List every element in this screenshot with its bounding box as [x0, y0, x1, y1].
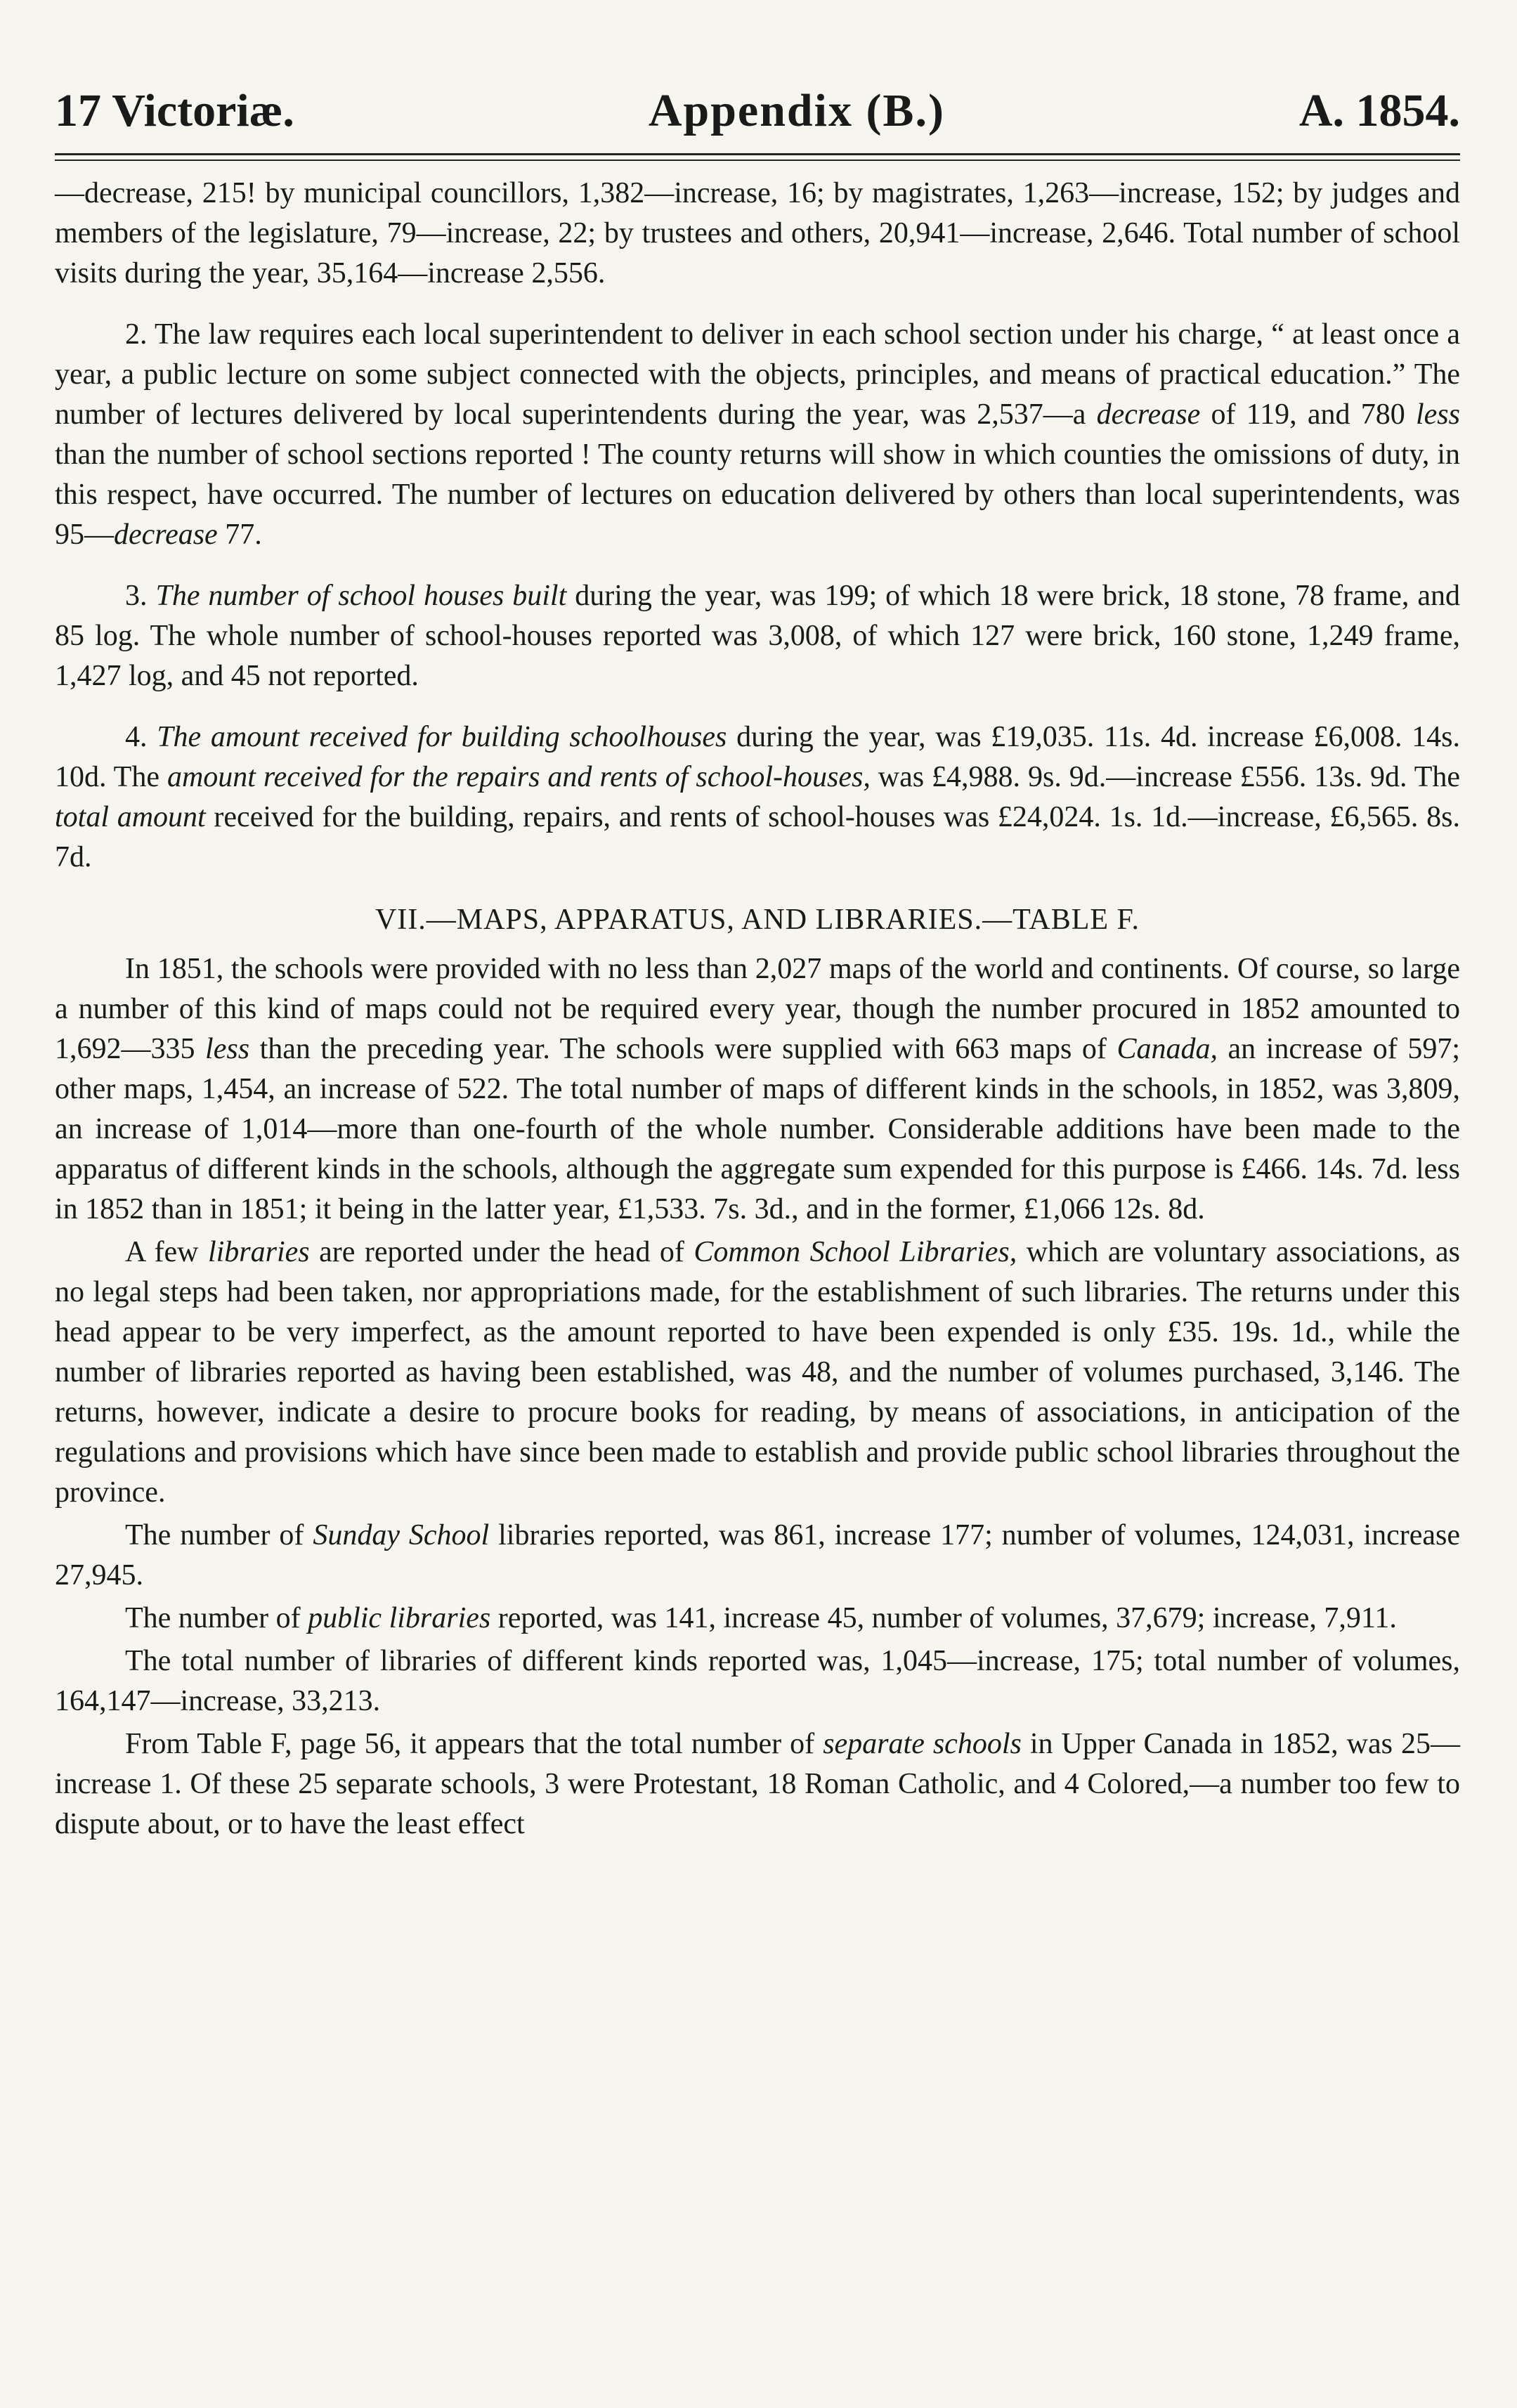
section-heading-maps-apparatus-libraries: VII.—MAPS, APPARATUS, AND LIBRARIES.—TABLE F.	[375, 904, 1140, 936]
paragraph-total-libraries: The total number of libraries of different kinds reported was, 1,045—increase, 175; total number of volumes, 164,147—increase, 33,213.	[55, 1645, 1460, 1717]
paragraph-maps: In 1851, the schools were provided with no less than 2,027 maps of the world and continents. Of course, so large a number of this kind of maps could not be required every year, though the number procured in 1852 amounted to 1,692—335 less than the preceding year. The schools were supplied with 663 maps of Canada, an increase of 597; other maps, 1,454, an increase of 522. The total number of maps of different kinds in the schools, in 1852, was 3,809, an increase of 1,014—more than one-fourth of the whole number. Considerable additions have been made to the apparatus of different kinds in the schools, although the aggregate sum expended for this purpose is £466. 14s. 7d. less in 1852 than in 1851; it being in the latter year, £1,533. 7s. 3d., and in the former, £1,066 12s. 8d.	[55, 953, 1460, 1225]
paragraph-school-houses-built: 3. The number of school houses built during the year, was 199; of which 18 were brick, 18 stone, 78 frame, and 85 log. The whole number of school-houses reported was 3,008, of which 127 were brick, 160 stone, 1,249 frame, 1,427 log, and 45 not reported.	[55, 580, 1460, 692]
paragraph-public-libraries: The number of public libraries reported, was 141, increase 45, number of volumes, 37,679; increase, 7,911.	[125, 1602, 1397, 1634]
paragraph-sunday-school-libraries: The number of Sunday School libraries reported, was 861, increase 177; number of volumes, 124,031, increase 27,945.	[55, 1519, 1460, 1592]
running-header	[55, 83, 1460, 146]
header-rule-top	[55, 153, 1460, 155]
paragraph-lectures: 2. The law requires each local superintendent to deliver in each school section under his charge, “ at least once a year, a public lecture on some subject connected with the objects, principles, and means of practical education.” The number of lectures delivered by local superintendents during the year, was 2,537—a decrease of 119, and 780 less than the number of school sections reported ! The county returns will show in which counties the omissions of duty, in this respect, have occurred. The number of lectures on education delivered by others than local superintendents, was 95—decrease 77.	[55, 318, 1460, 551]
paragraph-separate-schools: From Table F, page 56, it appears that the total number of separate schools in Upper Canada in 1852, was 25—increase 1. Of these 25 separate schools, 3 were Protestant, 18 Roman Catholic, and 4 Colored,—a number too few to dispute about, or to have the least effect	[55, 1728, 1460, 1840]
paragraph-building-amounts: 4. The amount received for building schoolhouses during the year, was £19,035. 11s. 4d. increase £6,008. 14s. 10d. The amount received for the repairs and rents of school-houses, was £4,988. 9s. 9d.—increase £556. 13s. 9d. The total amount received for the building, repairs, and rents of school-houses was £24,024. 1s. 1d.—increase, £6,565. 8s. 7d.	[55, 721, 1460, 873]
header-right: A. 1854.	[1298, 85, 1460, 136]
paragraph-common-school-libraries: A few libraries are reported under the head of Common School Libraries, which are voluntary associations, as no legal steps had been taken, nor appropriations made, for the establishment of such libraries. The returns under this head appear to be very imperfect, as the amount reported to have been expended is only £35. 19s. 1d., while the number of libraries reported as having been established, was 48, and the number of volumes purchased, 3,146. The returns, however, indicate a desire to procure books for reading, by means of associations, in anticipation of the regulations and provisions which have since been made to establish and provide public school libraries throughout the province.	[55, 1236, 1460, 1509]
header-center: Appendix (B.)	[648, 85, 945, 136]
header-left: 17 Victoriæ.	[55, 85, 294, 136]
paragraph-school-visits: —decrease, 215! by municipal councillors, 1,382—increase, 16; by magistrates, 1,263—increase, 152; by judges and members of the legislature, 79—increase, 22; by trustees and others, 20,941—increase, 2,646. Total number of school visits during the year, 35,164—increase 2,556.	[55, 177, 1460, 289]
header-rule-bottom	[55, 160, 1460, 161]
document-page	[55, 83, 1460, 1847]
